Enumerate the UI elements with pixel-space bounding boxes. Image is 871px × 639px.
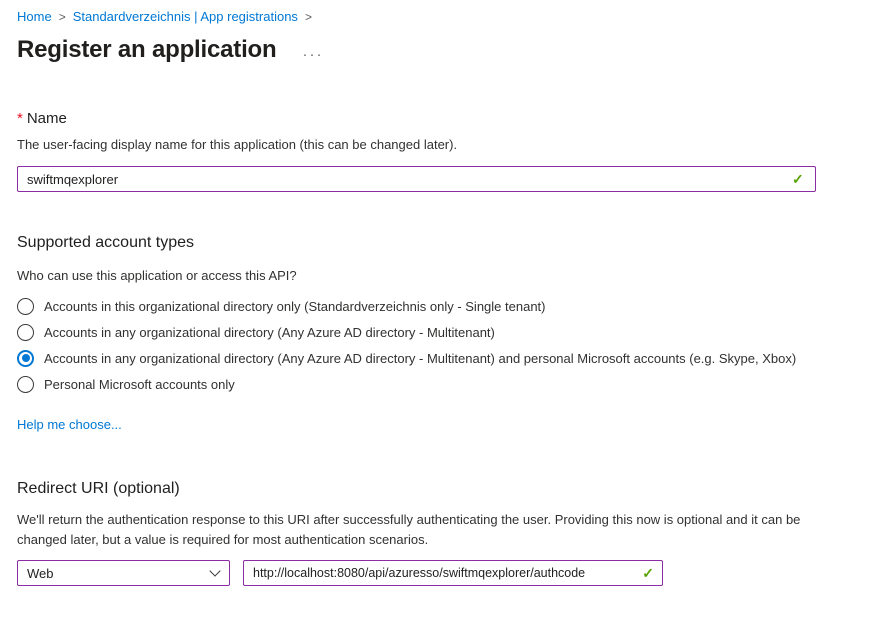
radio-option-label: Accounts in any organizational directory (Any Azure AD directory - Multitenant)	[44, 324, 495, 340]
radio-button-icon[interactable]	[17, 324, 34, 341]
radio-button-icon[interactable]	[17, 376, 34, 393]
redirect-uri-description: We'll return the authentication response to this URI after successfully authenticating the user. Providing this now is optional and it can be changed later, but a value is required for most authentication scenarios.	[17, 512, 801, 547]
radio-option-single-tenant[interactable]	[17, 293, 854, 319]
radio-option-multitenant[interactable]	[17, 319, 854, 345]
account-types-question: Who can use this application or access this API?	[17, 268, 297, 283]
radio-option-label: Accounts in this organizational directory only (Standardverzeichnis only - Single tenant)	[44, 298, 546, 314]
redirect-uri-input[interactable]	[243, 560, 663, 586]
chevron-down-icon	[209, 565, 220, 576]
radio-option-label: Accounts in any organizational directory (Any Azure AD directory - Multitenant) and personal Microsoft accounts (e.g. Skype, Xbox)	[44, 350, 797, 366]
name-input[interactable]	[17, 166, 816, 192]
redirect-uri-heading: Redirect URI (optional)	[17, 480, 180, 497]
platform-selected-value: Web	[27, 565, 54, 581]
breadcrumb-app-registrations-link[interactable]: Standardverzeichnis | App registrations	[72, 9, 298, 24]
help-me-choose-link[interactable]: Help me choose...	[17, 417, 122, 432]
name-input-wrap	[17, 166, 854, 192]
required-asterisk: *	[17, 110, 23, 127]
breadcrumb-separator-icon: >	[304, 9, 312, 24]
breadcrumb-separator-icon: >	[58, 9, 66, 24]
name-valid-checkmark-icon: ✓	[792, 171, 804, 187]
radio-option-multitenant-personal[interactable]	[17, 345, 854, 371]
radio-button-icon[interactable]	[17, 350, 34, 367]
breadcrumb-home-link[interactable]: Home	[17, 9, 52, 24]
page-title: Register an application	[17, 36, 277, 63]
redirect-uri-row	[17, 560, 854, 586]
breadcrumb	[17, 8, 854, 25]
radio-button-icon[interactable]	[17, 298, 34, 315]
account-types-radio-group	[17, 293, 854, 397]
title-row	[17, 36, 854, 64]
uri-input-wrap	[243, 560, 663, 586]
name-label: * Name	[17, 110, 67, 127]
radio-option-label: Personal Microsoft accounts only	[44, 376, 235, 392]
more-options-icon[interactable]: ···	[302, 45, 324, 63]
uri-valid-checkmark-icon: ✓	[642, 565, 654, 581]
supported-account-types-heading: Supported account types	[17, 234, 195, 251]
name-description: The user-facing display name for this application (this can be changed later).	[17, 137, 458, 152]
platform-select-dropdown[interactable]	[17, 560, 230, 586]
radio-option-personal-only[interactable]	[17, 371, 854, 397]
